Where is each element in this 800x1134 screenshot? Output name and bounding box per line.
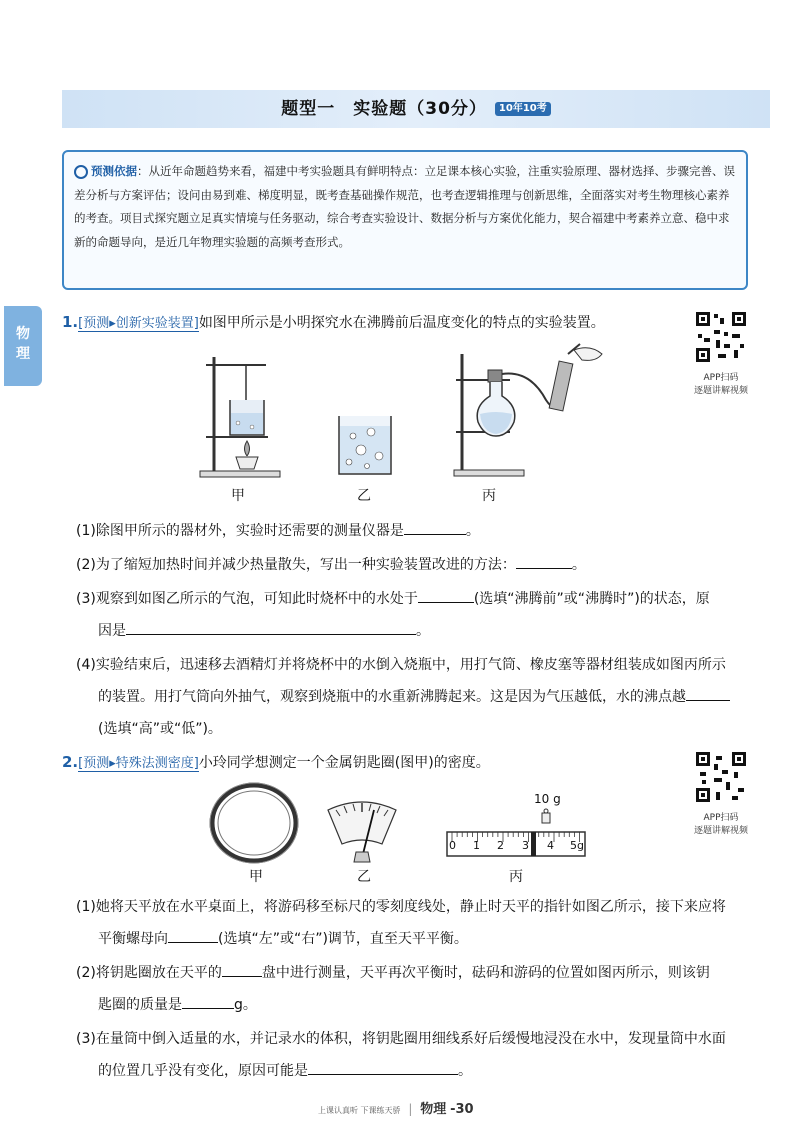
footer-subject: 物理 — [420, 1102, 447, 1117]
question-2-text: 小玲同学想测定一个金属钥匙圈(图甲)的密度。 — [198, 755, 490, 771]
figure-label-jia: 甲 — [249, 869, 263, 885]
ruler-tick-label: 1 — [473, 839, 480, 852]
qr-caption — [681, 372, 761, 398]
footer-divider: | — [408, 1102, 413, 1116]
answer-blank[interactable] — [404, 520, 466, 535]
section-title — [62, 90, 770, 128]
prediction-label: 预测依据 — [91, 164, 137, 178]
prediction-basis-box — [62, 150, 748, 290]
item-text-end: g。 — [234, 997, 257, 1013]
item-text-end: 。 — [571, 557, 586, 573]
ruler-tick-label: 2 — [497, 839, 504, 852]
prediction-body: ：从近年命题趋势来看，福建中考实验题具有鲜明特点：立足课本核心实验，注重实验原理、器材选择、步骤完善、误差分析与方案评估；设问由易到难、梯度明显，既考查基础操作规范，也考查逻辑推理与创新思维，全面落实对考生物理核心素养的考查。项目式探究题立足真实情境与任务驱动，综合考查实验设计、数据分析与方案优化能力，契合福建中考素养立意、稳中求新的命题导向，是近几年物理实验题的高频考查形式。 — [74, 164, 735, 249]
question-1-item-4-end — [98, 718, 222, 738]
figure-1-yi-beaker-bubbles — [335, 410, 395, 480]
item-text: 匙圈的质量是 — [98, 997, 182, 1013]
qr-caption-line-1: APP扫码 — [703, 373, 739, 383]
answer-blank[interactable] — [222, 962, 262, 977]
item-text: (4)实验结束后，迅速移去酒精灯并将烧杯中的水倒入烧瓶中，用打气筒、橡皮塞等器材组装成如图丙所示 — [76, 657, 726, 673]
question-2-item-1 — [76, 896, 726, 916]
prediction-text-block — [74, 160, 738, 254]
question-1-item-2 — [76, 554, 586, 574]
answer-blank[interactable] — [418, 588, 474, 603]
item-text-cont: (选填“沸腾前”或“沸腾时”)的状态，原 — [473, 591, 710, 607]
side-tab-char-1: 物 — [16, 326, 30, 342]
answer-blank[interactable] — [182, 994, 234, 1009]
qr-caption-line-1: APP扫码 — [703, 813, 739, 823]
item-text-end: 。 — [416, 623, 430, 639]
question-1-number: 1. — [62, 313, 79, 331]
page-footer — [318, 1098, 474, 1117]
answer-blank[interactable] — [516, 554, 572, 569]
answer-blank[interactable] — [308, 1060, 458, 1075]
ruler-tick-label: 3 — [522, 839, 529, 852]
question-1-item-1 — [76, 520, 480, 540]
figure-1-jia-heating-setup — [196, 345, 286, 480]
figure-2-jia-key-ring — [208, 780, 300, 866]
question-2-item-3-cont — [98, 1060, 472, 1080]
figure-label-bing: 丙 — [482, 488, 496, 504]
lightbulb-icon — [74, 165, 88, 179]
section-header — [62, 90, 770, 128]
question-1-tag: [预测▸创新实验装置] — [78, 316, 199, 331]
qr-code-icon[interactable] — [694, 750, 748, 804]
question-2-item-3 — [76, 1028, 726, 1048]
item-text: 的装置。用打气筒向外抽气，观察到烧瓶中的水重新沸腾起来。这是因为气压越低，水的沸点越 — [98, 689, 686, 705]
figure-1-bing-flask-pump — [450, 340, 610, 480]
item-text: (1)除图甲所示的器材外，实验时还需要的测量仪器是 — [76, 523, 404, 539]
item-text: 平衡螺母向 — [98, 931, 168, 947]
question-2-item-2-cont — [98, 994, 257, 1014]
figure-2-yi-balance-pointer — [322, 796, 402, 864]
weight-icon — [540, 808, 552, 824]
question-2-item-1-cont — [98, 928, 468, 948]
figure-label-yi: 乙 — [357, 488, 371, 504]
question-1-item-4 — [76, 654, 726, 674]
side-tab-char-2: 理 — [16, 346, 30, 362]
qr-caption-line-2: 逐题讲解视频 — [693, 826, 748, 836]
item-text: 的位置几乎没有变化，原因可能是 — [98, 1063, 308, 1079]
question-1-item-3-cont — [98, 620, 430, 640]
qr-caption-line-2: 逐题讲解视频 — [693, 386, 748, 396]
ruler-tick-label: 4 — [547, 839, 554, 852]
question-1-stem — [62, 312, 605, 332]
item-text: (2)将钥匙圈放在天平的 — [76, 965, 222, 981]
answer-blank[interactable] — [686, 686, 730, 701]
footer-page-number: -30 — [450, 1102, 474, 1117]
question-1-text: 如图甲所示是小明探究水在沸腾前后温度变化的特点的实验装置。 — [198, 315, 605, 331]
item-text: (选填“高”或“低”)。 — [98, 721, 222, 737]
question-1-item-4-cont — [98, 686, 730, 706]
item-text: (3)观察到如图乙所示的气泡，可知此时烧杯中的水处于 — [76, 591, 418, 607]
item-text: (1)她将天平放在水平桌面上，将游码移至标尺的零刻度线处，静止时天平的指针如图乙所示，接下来应将 — [76, 899, 726, 915]
item-text-end: 。 — [465, 523, 480, 539]
footer-slogan: 上课认真听 下课练天骄 — [318, 1106, 401, 1115]
exam-frequency-badge: 10年10考 — [495, 102, 551, 116]
answer-blank[interactable] — [168, 928, 218, 943]
ruler-tick-label: 0 — [449, 839, 456, 852]
question-2-item-2 — [76, 962, 710, 982]
figure-label-bing: 丙 — [509, 869, 523, 885]
item-text: 因是 — [98, 623, 126, 639]
ruler-tick-label: 5g — [570, 839, 584, 852]
qr-caption — [681, 812, 761, 838]
question-2-tag: [预测▸特殊法测密度] — [78, 756, 199, 771]
item-text: (3)在量筒中倒入适量的水，并记录水的体积，将钥匙圈用细线系好后缓慢地浸没在水中，发现量筒中水面 — [76, 1031, 726, 1047]
subject-side-tab — [4, 306, 42, 386]
figure-2-bing-rider-scale — [446, 828, 586, 860]
answer-blank[interactable] — [126, 620, 416, 635]
qr-code-icon[interactable] — [694, 310, 748, 364]
question-2-number: 2. — [62, 753, 79, 771]
item-text-end: 。 — [458, 1063, 472, 1079]
question-1-item-3 — [76, 588, 710, 608]
item-text-cont: (选填“左”或“右”)调节，直至天平平衡。 — [218, 931, 468, 947]
section-title-text: 题型一 实验题（30分） — [281, 99, 487, 119]
figure-label-jia: 甲 — [231, 488, 245, 504]
weight-mass-label: 10 g — [534, 792, 561, 806]
item-text: (2)为了缩短加热时间并减少热量散失，写出一种实验装置改进的方法： — [76, 557, 516, 573]
figure-label-yi: 乙 — [357, 869, 371, 885]
question-2-stem — [62, 752, 490, 772]
item-text-cont: 盘中进行测量，天平再次平衡时，砝码和游码的位置如图丙所示，则该钥 — [261, 965, 710, 981]
